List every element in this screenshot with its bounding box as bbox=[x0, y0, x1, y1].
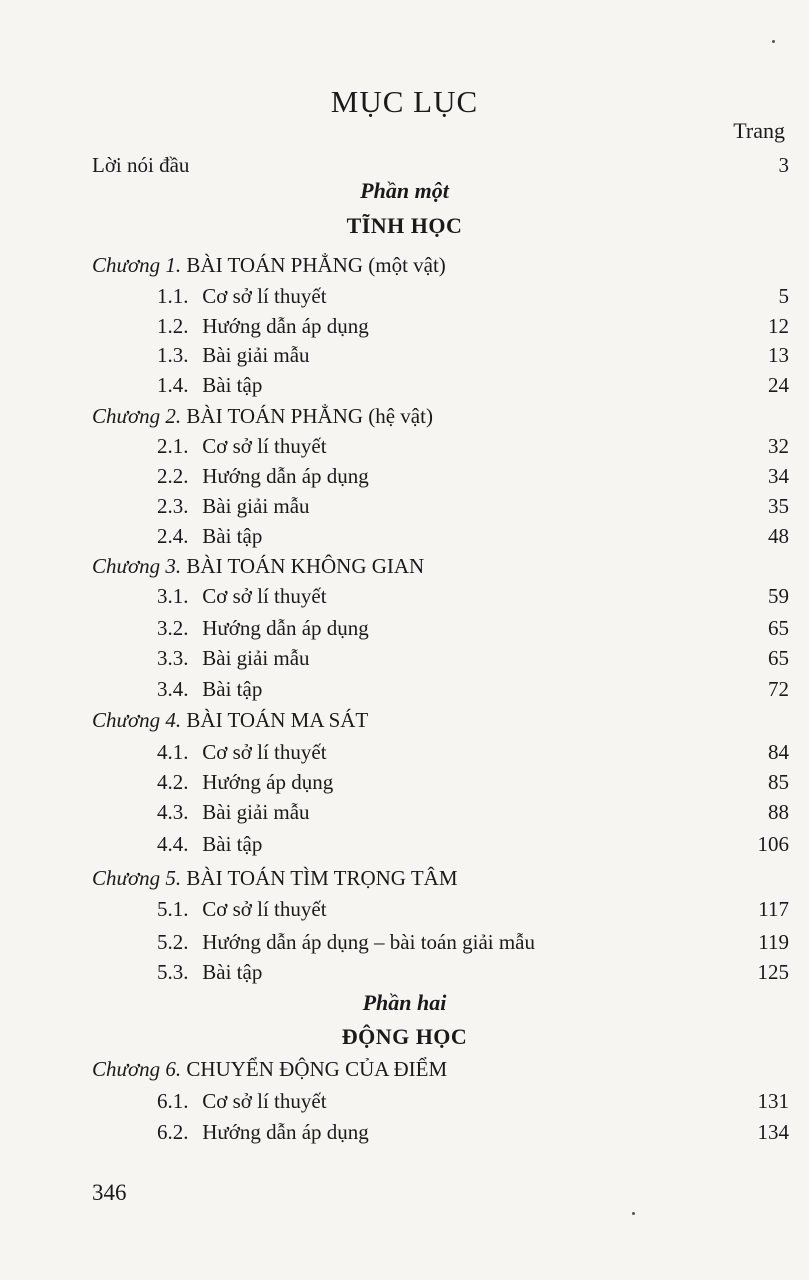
page-column-header: Trang bbox=[733, 118, 785, 143]
toc-label: Hướng dẫn áp dụng bbox=[202, 464, 369, 488]
chapter-heading[interactable] bbox=[0, 551, 809, 581]
chapter-heading[interactable] bbox=[0, 705, 809, 735]
toc-label: Bài giải mẫu bbox=[202, 646, 310, 670]
toc-page: 85 bbox=[768, 770, 789, 794]
page-number: 346 bbox=[92, 1180, 127, 1205]
toc-number: 5.3. bbox=[157, 960, 189, 984]
toc-label: Bài tập bbox=[202, 832, 263, 856]
part-one-title: Phần một bbox=[360, 178, 449, 203]
toc-label: Cơ sở lí thuyết bbox=[202, 1089, 327, 1113]
chapter-label: Chương 6. bbox=[92, 1057, 182, 1081]
section-statics: TĨNH HỌC bbox=[346, 213, 463, 238]
toc-entry[interactable] bbox=[0, 281, 809, 311]
toc-number: 1.3. bbox=[157, 343, 189, 367]
toc-number: 4.1. bbox=[157, 740, 189, 764]
toc-page: 117 bbox=[758, 897, 789, 921]
toc-entry[interactable] bbox=[0, 581, 809, 611]
toc-number: 5.1. bbox=[157, 897, 189, 921]
toc-number: 2.2. bbox=[157, 464, 189, 488]
chapter-label: Chương 1. bbox=[92, 253, 182, 277]
toc-label: Lời nói đầu bbox=[92, 153, 190, 177]
toc-label: Bài tập bbox=[202, 373, 263, 397]
toc-label: Cơ sở lí thuyết bbox=[202, 284, 327, 308]
toc-page: 59 bbox=[768, 584, 789, 608]
toc-number: 3.3. bbox=[157, 646, 189, 670]
toc-entry[interactable] bbox=[0, 829, 809, 859]
toc-page: 24 bbox=[768, 373, 789, 397]
toc-number: 2.3. bbox=[157, 494, 189, 518]
print-speck bbox=[632, 1212, 635, 1215]
toc-label: Bài giải mẫu bbox=[202, 343, 310, 367]
toc-label: Bài tập bbox=[202, 524, 263, 548]
toc-page: 65 bbox=[768, 616, 789, 640]
toc-label: Cơ sở lí thuyết bbox=[202, 897, 327, 921]
toc-entry[interactable] bbox=[0, 340, 809, 370]
chapter-title: BÀI TOÁN MA SÁT bbox=[186, 708, 369, 732]
toc-number: 1.1. bbox=[157, 284, 189, 308]
print-speck bbox=[772, 40, 775, 43]
toc-number: 3.4. bbox=[157, 677, 189, 701]
chapter-heading[interactable] bbox=[0, 401, 809, 431]
toc-number: 1.2. bbox=[157, 314, 189, 338]
toc-page: 13 bbox=[768, 343, 789, 367]
toc-label: Hướng dẫn áp dụng – bài toán giải mẫu bbox=[202, 930, 535, 954]
toc-page: 35 bbox=[768, 494, 789, 518]
toc-entry[interactable] bbox=[0, 643, 809, 673]
toc-page: 3 bbox=[778, 153, 789, 177]
chapter-title: BÀI TOÁN KHÔNG GIAN bbox=[186, 554, 425, 578]
toc-page: 119 bbox=[758, 930, 789, 954]
chapter-label: Chương 5. bbox=[92, 866, 182, 890]
toc-label: Hướng dẫn áp dụng bbox=[202, 1120, 369, 1144]
toc-entry[interactable] bbox=[0, 674, 809, 704]
toc-number: 1.4. bbox=[157, 373, 189, 397]
toc-label: Bài giải mẫu bbox=[202, 494, 310, 518]
toc-page: 65 bbox=[768, 646, 789, 670]
toc-number: 4.2. bbox=[157, 770, 189, 794]
toc-entry[interactable] bbox=[0, 767, 809, 797]
chapter-heading[interactable] bbox=[0, 1054, 809, 1084]
toc-entry[interactable] bbox=[0, 461, 809, 491]
toc-entry[interactable] bbox=[0, 957, 809, 987]
chapter-title: BÀI TOÁN TÌM TRỌNG TÂM bbox=[186, 866, 458, 890]
toc-label: Cơ sở lí thuyết bbox=[202, 584, 327, 608]
toc-number: 6.1. bbox=[157, 1089, 189, 1113]
toc-label: Bài tập bbox=[202, 677, 263, 701]
section-kinematics: ĐỘNG HỌC bbox=[341, 1024, 468, 1049]
chapter-label: Chương 2. bbox=[92, 404, 182, 428]
toc-entry[interactable] bbox=[0, 927, 809, 957]
toc-entry[interactable] bbox=[0, 1086, 809, 1116]
toc-page: 84 bbox=[768, 740, 789, 764]
toc-page: 106 bbox=[757, 832, 789, 856]
toc-page: 12 bbox=[768, 314, 789, 338]
toc-page: 72 bbox=[768, 677, 789, 701]
toc-number: 5.2. bbox=[157, 930, 189, 954]
page-title: MỤC LỤC bbox=[330, 84, 479, 119]
chapter-title: BÀI TOÁN PHẲNG (hệ vật) bbox=[186, 404, 433, 428]
toc-page: 131 bbox=[757, 1089, 789, 1113]
chapter-label: Chương 4. bbox=[92, 708, 182, 732]
toc-number: 3.1. bbox=[157, 584, 189, 608]
toc-label: Hướng dẫn áp dụng bbox=[202, 314, 369, 338]
toc-page: 48 bbox=[768, 524, 789, 548]
toc-label: Bài tập bbox=[202, 960, 263, 984]
toc-entry[interactable] bbox=[0, 1117, 809, 1147]
toc-entry[interactable] bbox=[0, 737, 809, 767]
chapter-heading[interactable] bbox=[0, 250, 809, 280]
toc-entry[interactable] bbox=[0, 311, 809, 341]
toc-page: 134 bbox=[757, 1120, 789, 1144]
toc-entry[interactable] bbox=[0, 370, 809, 400]
toc-entry[interactable] bbox=[0, 521, 809, 551]
toc-number: 4.4. bbox=[157, 832, 189, 856]
toc-entry[interactable] bbox=[0, 894, 809, 924]
toc-page: 88 bbox=[768, 800, 789, 824]
toc-number: 4.3. bbox=[157, 800, 189, 824]
toc-entry-preface[interactable] bbox=[0, 150, 809, 180]
toc-label: Cơ sở lí thuyết bbox=[202, 740, 327, 764]
part-two-title: Phần hai bbox=[362, 990, 447, 1015]
toc-number: 2.4. bbox=[157, 524, 189, 548]
chapter-title: BÀI TOÁN PHẲNG (một vật) bbox=[186, 253, 446, 277]
chapter-title: CHUYỂN ĐỘNG CỦA ĐIỂM bbox=[186, 1057, 448, 1081]
toc-entry[interactable] bbox=[0, 613, 809, 643]
chapter-label: Chương 3. bbox=[92, 554, 182, 578]
toc-page: 125 bbox=[757, 960, 789, 984]
chapter-heading[interactable] bbox=[0, 863, 809, 893]
toc-number: 6.2. bbox=[157, 1120, 189, 1144]
toc-label: Hướng áp dụng bbox=[202, 770, 334, 794]
toc-page: 32 bbox=[768, 434, 789, 458]
toc-entry[interactable] bbox=[0, 491, 809, 521]
toc-label: Cơ sở lí thuyết bbox=[202, 434, 327, 458]
toc-page: 5 bbox=[778, 284, 789, 308]
toc-number: 2.1. bbox=[157, 434, 189, 458]
toc-number: 3.2. bbox=[157, 616, 189, 640]
toc-label: Hướng dẫn áp dụng bbox=[202, 616, 369, 640]
toc-page: 34 bbox=[768, 464, 789, 488]
toc-label: Bài giải mẫu bbox=[202, 800, 310, 824]
toc-entry[interactable] bbox=[0, 797, 809, 827]
toc-entry[interactable] bbox=[0, 431, 809, 461]
